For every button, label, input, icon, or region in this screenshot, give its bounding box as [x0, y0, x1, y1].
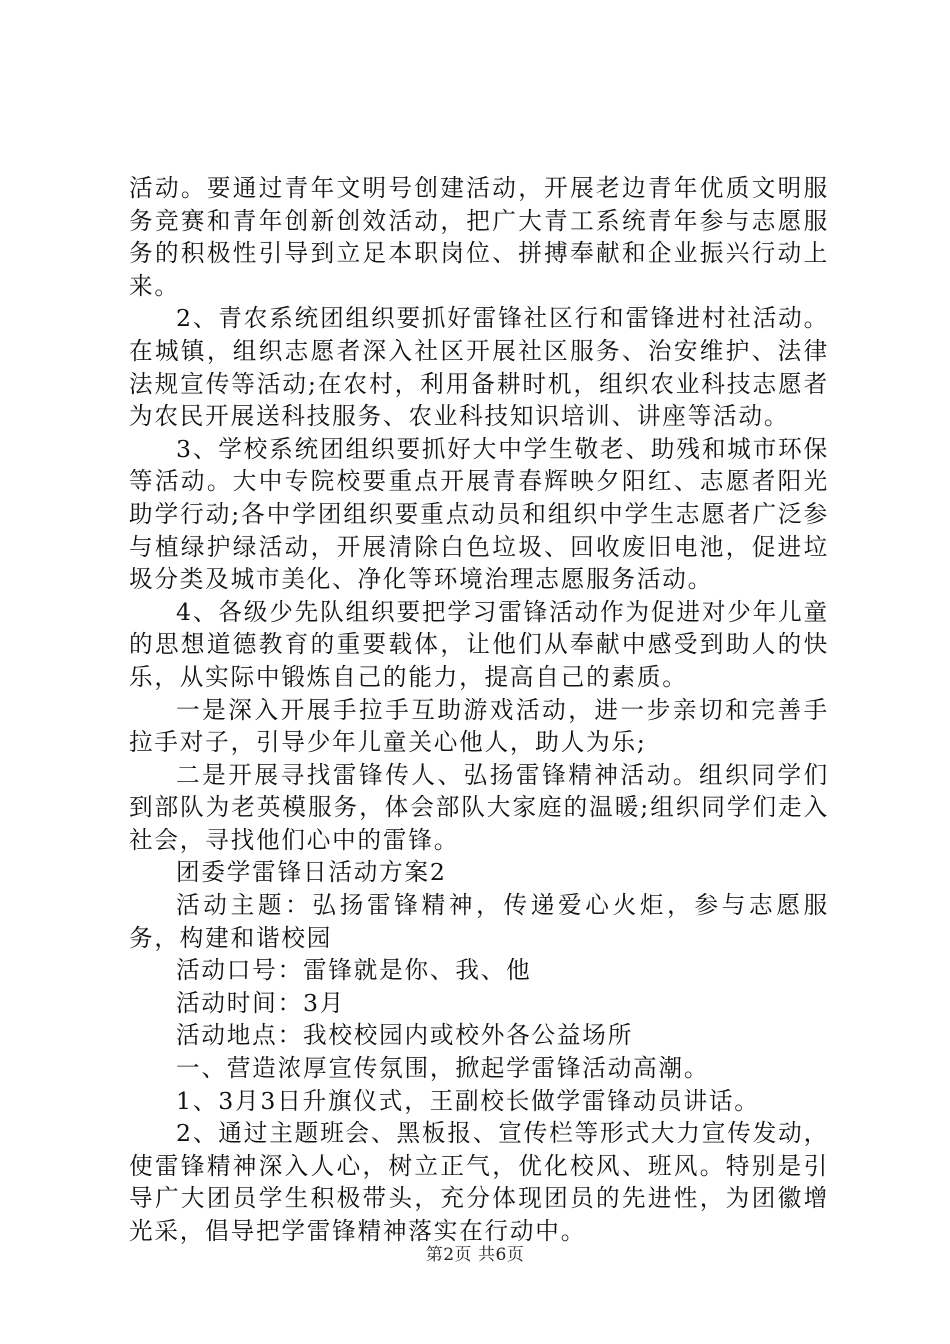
paragraph: 3、学校系统团组织要抓好大中学生敬老、助残和城市环保等活动。大中专院校要重点开展青春辉映夕阳红、志愿者阳光助学行动;各中学团组织要重点动员和组织中学生志愿者广泛参与植绿护绿活动，开展清除白色垃圾、回收废旧电池，促进垃圾分类及城市美化、净化等环境治理志愿服务活动。 [129, 434, 829, 594]
paragraph: 一、营造浓厚宣传氛围，掀起学雷锋活动高潮。 [176, 1054, 710, 1083]
paragraph: 2、青农系统团组织要抓好雷锋社区行和雷锋进村社活动。在城镇，组织志愿者深入社区开展社区服务、治安维护、法律法规宣传等活动;在农村，利用备耕时机，组织农业科技志愿者为农民开展送科技服务、农业科技知识培训、讲座等活动。 [129, 304, 829, 431]
paragraph: 2、通过主题班会、黑板报、宣传栏等形式大力宣传发动，使雷锋精神深入人心，树立正气，优化校风、班风。特别是引导广大团员学生积极带头，充分体现团员的先进性，为团徽增光采，倡导把学雷锋精神落实在行动中。 [129, 1119, 829, 1245]
paragraph: 活动地点：我校校园内或校外各公益场所 [176, 1021, 634, 1050]
paragraph: 4、各级少先队组织要把学习雷锋活动作为促进对少年儿童的思想道德教育的重要载体，让他们从奉献中感受到助人的快乐，从实际中锻炼自己的能力，提高自己的素质。 [129, 597, 829, 691]
page-footer [0, 1240, 950, 1265]
page-number: 第2页 共6页 [425, 1245, 525, 1265]
section-title: 团委学雷锋日活动方案2 [176, 858, 447, 887]
paragraph: 活动口号：雷锋就是你、我、他 [176, 956, 532, 985]
paragraph: 活动。要通过青年文明号创建活动，开展老边青年优质文明服务竞赛和青年创新创效活动，把广大青工系统青年参与志愿服务的积极性引导到立足本职岗位、拼搏奉献和企业振兴行动上来。 [129, 174, 829, 300]
paragraph: 活动主题：弘扬雷锋精神，传递爱心火炬，参与志愿服务，构建和谐校园 [129, 891, 829, 952]
paragraph: 1、3月3日升旗仪式，王副校长做学雷锋动员讲话。 [176, 1086, 760, 1115]
document-body [129, 172, 829, 1248]
paragraph: 活动时间：3月 [176, 988, 346, 1017]
paragraph: 二是开展寻找雷锋传人、弘扬雷锋精神活动。组织同学们到部队为老英模服务，体会部队大家庭的温暖;组织同学们走入社会，寻找他们心中的雷锋。 [129, 760, 829, 854]
paragraph: 一是深入开展手拉手互助游戏活动，进一步亲切和完善手拉手对子，引导少年儿童关心他人，助人为乐; [129, 695, 829, 757]
